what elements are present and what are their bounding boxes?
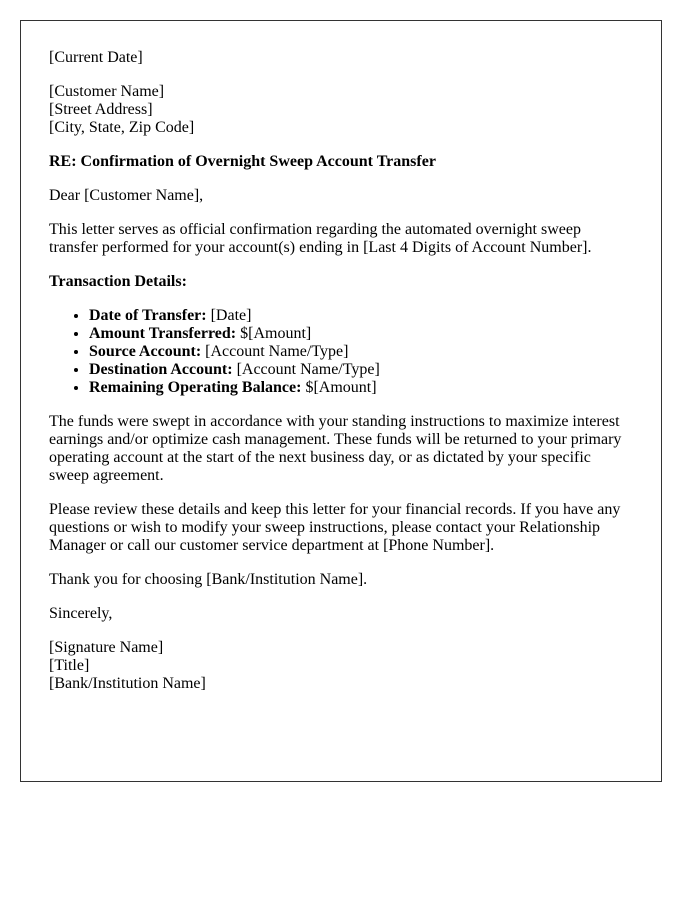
body-line: operating account at the start of the next business day, or as dictated by your specific [49,449,591,466]
intro-line: transfer performed for your account(s) ending in [Last 4 Digits of Account Number]. [49,239,592,256]
detail-item [89,361,633,379]
body-line: sweep agreement. [49,467,164,484]
body-paragraph-1 [49,413,633,485]
detail-item [89,307,633,325]
detail-item [89,343,633,361]
signature-institution: [Bank/Institution Name] [49,675,206,692]
detail-label: Remaining Operating Balance: [89,379,302,396]
intro-paragraph [49,221,633,257]
thanks: Thank you for choosing [Bank/Institution Name]. [49,571,368,588]
detail-label: Date of Transfer: [89,307,207,324]
detail-value: $[Amount] [236,325,312,342]
street-address: [Street Address] [49,101,153,118]
city-state-zip: [City, State, Zip Code] [49,119,195,136]
details-heading: Transaction Details: [49,273,187,290]
body-line: questions or wish to modify your sweep instructions, please contact your Relationship [49,519,601,536]
signature-name: [Signature Name] [49,639,164,656]
transaction-details-list [49,307,633,397]
subject-line: RE: Confirmation of Overnight Sweep Account Transfer [49,153,436,170]
recipient-address [49,83,633,137]
detail-value: [Account Name/Type] [201,343,349,360]
body-line: Manager or call our customer service department at [Phone Number]. [49,537,495,554]
letter [20,20,662,782]
intro-line: This letter serves as official confirmation regarding the automated overnight sweep [49,221,581,238]
detail-value: [Date] [206,307,252,324]
body-paragraph-2 [49,501,633,555]
signature-title: [Title] [49,657,90,674]
body-line: The funds were swept in accordance with your standing instructions to maximize interest [49,413,620,430]
detail-value: [Account Name/Type] [232,361,380,378]
recipient-name: [Customer Name] [49,83,165,100]
detail-item [89,325,633,343]
detail-value: $[Amount] [301,379,377,396]
body-line: earnings and/or optimize cash management. These funds will be returned to your primary [49,431,622,448]
detail-label: Destination Account: [89,361,233,378]
signature-block [49,639,633,693]
date: [Current Date] [49,49,143,66]
salutation: Dear [Customer Name], [49,187,204,204]
detail-label: Amount Transferred: [89,325,237,342]
detail-item [89,379,633,397]
detail-label: Source Account: [89,343,202,360]
body-line: Please review these details and keep this letter for your financial records. If you have any [49,501,621,518]
closing: Sincerely, [49,605,113,622]
